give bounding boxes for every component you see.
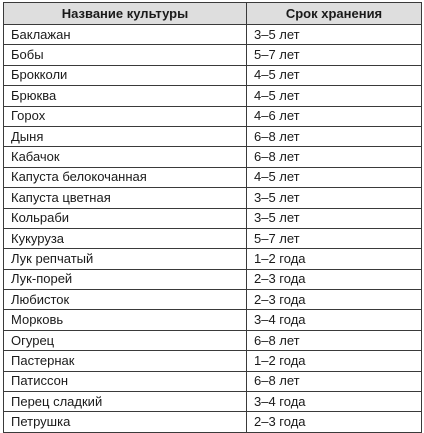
table-row <box>4 147 422 167</box>
crop-name-cell: Баклажан <box>4 25 247 45</box>
table-row <box>4 65 422 85</box>
crop-name-cell: Кольраби <box>4 208 247 228</box>
crop-name-cell: Петрушка <box>4 412 247 432</box>
crop-name-cell: Кабачок <box>4 147 247 167</box>
storage-term-cell: 4–6 лет <box>247 106 422 126</box>
crop-name-cell: Дыня <box>4 126 247 146</box>
table-row <box>4 371 422 391</box>
storage-term-cell: 4–5 лет <box>247 86 422 106</box>
storage-term-cell: 2–3 года <box>247 269 422 289</box>
table-row <box>4 86 422 106</box>
table-row <box>4 106 422 126</box>
table-row <box>4 249 422 269</box>
table-row <box>4 167 422 187</box>
storage-term-cell: 2–3 года <box>247 412 422 432</box>
table-row <box>4 351 422 371</box>
table-row <box>4 45 422 65</box>
table-row <box>4 188 422 208</box>
crop-name-cell: Лук-порей <box>4 269 247 289</box>
storage-term-cell: 2–3 года <box>247 290 422 310</box>
table-row <box>4 290 422 310</box>
storage-term-cell: 1–2 года <box>247 249 422 269</box>
storage-term-cell: 6–8 лет <box>247 126 422 146</box>
storage-term-cell: 4–5 лет <box>247 65 422 85</box>
crop-name-cell: Любисток <box>4 290 247 310</box>
table-row <box>4 228 422 248</box>
crop-name-cell: Бобы <box>4 45 247 65</box>
storage-term-cell: 6–8 лет <box>247 147 422 167</box>
table-header <box>4 3 422 25</box>
table-row <box>4 208 422 228</box>
storage-term-cell: 1–2 года <box>247 351 422 371</box>
storage-term-cell: 4–5 лет <box>247 167 422 187</box>
storage-term-cell: 3–4 года <box>247 392 422 412</box>
storage-table <box>3 2 422 433</box>
crop-name-cell: Брюква <box>4 86 247 106</box>
storage-term-cell: 3–5 лет <box>247 188 422 208</box>
storage-term-cell: 3–5 лет <box>247 25 422 45</box>
storage-term-cell: 5–7 лет <box>247 45 422 65</box>
storage-term-cell: 3–5 лет <box>247 208 422 228</box>
crop-name-cell: Морковь <box>4 310 247 330</box>
storage-term-cell: 6–8 лет <box>247 330 422 350</box>
storage-term-cell: 3–4 года <box>247 310 422 330</box>
table-row <box>4 310 422 330</box>
crop-name-cell: Лук репчатый <box>4 249 247 269</box>
storage-term-cell: 5–7 лет <box>247 228 422 248</box>
table-row <box>4 392 422 412</box>
crop-name-cell: Огурец <box>4 330 247 350</box>
crop-name-cell: Кукуруза <box>4 228 247 248</box>
crop-name-cell: Пастернак <box>4 351 247 371</box>
table-row <box>4 126 422 146</box>
header-crop-name: Название культуры <box>4 3 247 25</box>
header-row <box>4 3 422 25</box>
table-row <box>4 330 422 350</box>
storage-term-cell: 6–8 лет <box>247 371 422 391</box>
crop-name-cell: Капуста белокочанная <box>4 167 247 187</box>
table-row <box>4 412 422 432</box>
crop-name-cell: Капуста цветная <box>4 188 247 208</box>
crop-name-cell: Брокколи <box>4 65 247 85</box>
crop-name-cell: Горох <box>4 106 247 126</box>
crop-name-cell: Патиссон <box>4 371 247 391</box>
table-body <box>4 25 422 433</box>
table-row <box>4 25 422 45</box>
header-storage-term: Срок хранения <box>247 3 422 25</box>
table-row <box>4 269 422 289</box>
crop-name-cell: Перец сладкий <box>4 392 247 412</box>
